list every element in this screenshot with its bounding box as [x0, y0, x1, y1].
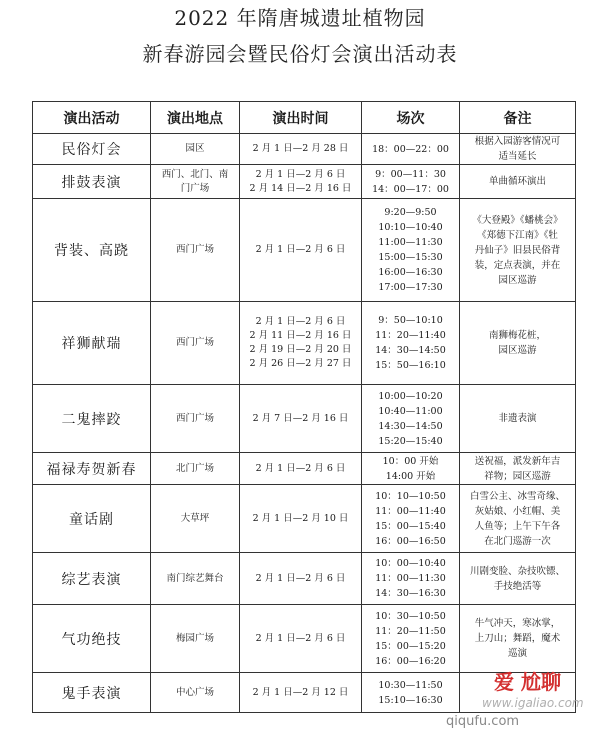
cell-sessions	[362, 553, 460, 605]
cell-sessions	[362, 134, 460, 165]
cell-remarks	[460, 302, 576, 385]
cell-venue	[151, 605, 240, 673]
cell-sessions-line: 10:30—11:50	[378, 679, 443, 691]
watermark-site: qiqufu.com	[446, 714, 520, 729]
cell-time	[240, 605, 362, 673]
cell-activity: 祥狮献瑞	[33, 302, 151, 385]
cell-venue-line: 西门广场	[175, 412, 214, 424]
cell-time	[240, 553, 362, 605]
table-row	[33, 453, 576, 485]
cell-sessions-line: 15：00—15:20	[375, 640, 446, 652]
cell-activity: 福禄寿贺新春	[33, 453, 151, 485]
cell-remarks	[460, 553, 576, 605]
cell-sessions-line: 9:20—9:50	[384, 207, 437, 218]
cell-venue-line: 南门综艺舞台	[166, 572, 224, 584]
cell-activity: 排鼓表演	[33, 165, 151, 199]
cell-venue-line: 大草坪	[180, 512, 210, 524]
cell-remarks-line: 祥物；园区巡游	[484, 470, 551, 482]
cell-venue-line: 中心广场	[175, 686, 214, 698]
cell-time-line: 2 月 1 日—2 月 6 日	[255, 632, 346, 644]
cell-sessions	[362, 302, 460, 385]
cell-sessions-line: 11：00—11:30	[375, 573, 446, 584]
cell-time-line: 2 月 1 日—2 月 6 日	[255, 316, 346, 327]
header-venue: 演出地点	[151, 102, 240, 134]
cell-remarks	[460, 485, 576, 553]
cell-time	[240, 673, 362, 713]
cell-time-line: 2 月 1 日—2 月 6 日	[255, 244, 346, 255]
cell-remarks-line: 装，定点表演，并在	[474, 259, 561, 271]
cell-sessions-line: 11：00—11:40	[375, 505, 446, 517]
cell-time-line: 2 月 1 日—2 月 10 日	[252, 512, 349, 524]
cell-remarks-line: 《大登殿》《蟠桃会》	[472, 214, 563, 226]
cell-sessions-line: 17:00—17:30	[378, 282, 443, 293]
cell-remarks-line: 手技绝活等	[493, 580, 542, 592]
cell-sessions-line: 14:00 开始	[385, 470, 436, 482]
table-header-row	[33, 102, 576, 134]
cell-venue	[151, 453, 240, 485]
cell-time-line: 2 月 26 日—2 月 27 日	[249, 358, 352, 369]
cell-sessions-line: 14:30—14:50	[378, 420, 443, 432]
cell-sessions	[362, 453, 460, 485]
cell-activity: 二鬼摔跤	[33, 385, 151, 453]
cell-remarks-line: 丹仙子》旧县民俗背	[474, 244, 561, 256]
cell-remarks	[460, 165, 576, 199]
cell-time-line: 2 月 11 日—2 月 16 日	[249, 330, 352, 341]
cell-sessions-line: 11:00—11:30	[378, 237, 443, 248]
cell-time-line: 2 月 1 日—2 月 6 日	[255, 462, 346, 474]
cell-sessions-line: 15：50—16:10	[375, 360, 446, 371]
cell-remarks-line: 上刀山；舞蹈，魔术	[474, 633, 561, 644]
cell-sessions-line: 15:10—16:30	[378, 694, 443, 706]
cell-remarks-line: 人鱼等；上午下午各	[474, 520, 561, 532]
table-row	[33, 199, 576, 302]
cell-sessions-line: 15:00—15:30	[378, 252, 443, 263]
cell-sessions-line: 16：00—16:20	[375, 655, 446, 667]
cell-sessions-line: 10:40—11:00	[378, 405, 443, 417]
cell-venue-line: 西门广场	[175, 337, 214, 348]
table-row	[33, 134, 576, 165]
cell-time	[240, 453, 362, 485]
cell-remarks-line: 南狮梅花桩，	[488, 330, 546, 341]
header-remarks: 备注	[460, 102, 576, 134]
cell-remarks	[460, 199, 576, 302]
table-body	[33, 134, 576, 713]
cell-time-line: 2 月 7 日—2 月 16 日	[252, 412, 349, 424]
cell-sessions-line: 10：10—10:50	[375, 490, 446, 502]
cell-remarks-line: 适当延长	[498, 151, 537, 162]
cell-sessions-line: 14：30—16:30	[375, 588, 446, 599]
cell-sessions-line: 11：20—11:40	[375, 330, 446, 341]
cell-time-line: 2 月 1 日—2 月 6 日	[255, 168, 346, 180]
cell-sessions	[362, 485, 460, 553]
schedule-table	[32, 101, 576, 713]
cell-remarks-line: 巡演	[507, 648, 527, 659]
cell-activity: 民俗灯会	[33, 134, 151, 165]
cell-sessions-line: 10：30—10:50	[375, 610, 446, 622]
cell-sessions-line: 10:10—10:40	[378, 222, 443, 233]
cell-venue	[151, 553, 240, 605]
table-row	[33, 165, 576, 199]
cell-time-line: 2 月 14 日—2 月 16 日	[249, 182, 352, 194]
table-row	[33, 485, 576, 553]
cell-time	[240, 165, 362, 199]
cell-sessions-line: 18：00—22：00	[372, 143, 449, 155]
header-sessions: 场次	[362, 102, 460, 134]
cell-sessions-line: 11：20—11:50	[375, 625, 446, 637]
cell-venue	[151, 165, 240, 199]
cell-venue-line: 园区	[185, 143, 205, 154]
cell-venue-line: 北门广场	[175, 462, 214, 474]
cell-venue-line: 梅园广场	[175, 632, 214, 644]
cell-remarks	[460, 453, 576, 485]
header-activity: 演出活动	[33, 102, 151, 134]
cell-sessions-line: 14：00—17：00	[372, 183, 449, 195]
cell-remarks-line: 非遗表演	[498, 413, 537, 424]
watermark-url: www.igaliao.com	[482, 696, 584, 710]
cell-time-line: 2 月 1 日—2 月 6 日	[255, 572, 346, 584]
watermark-brand: 爱 尬聊	[494, 670, 561, 694]
cell-remarks	[460, 385, 576, 453]
cell-time	[240, 199, 362, 302]
table-row	[33, 385, 576, 453]
cell-remarks-line: 白雪公主、冰雪奇缘、	[469, 490, 565, 502]
cell-sessions-line: 9：50—10:10	[378, 315, 443, 326]
cell-sessions	[362, 165, 460, 199]
cell-remarks-line: 灰姑娘、小红帽、美	[474, 505, 561, 517]
cell-activity: 童话剧	[33, 485, 151, 553]
cell-venue-line: 西门广场	[175, 244, 214, 255]
table-row	[33, 553, 576, 605]
cell-venue	[151, 485, 240, 553]
cell-sessions-line: 10：00 开始	[382, 455, 439, 467]
watermark	[444, 662, 594, 732]
cell-remarks-line: 在北门巡游一次	[484, 535, 551, 547]
cell-sessions	[362, 199, 460, 302]
cell-activity: 综艺表演	[33, 553, 151, 605]
cell-venue-line: 西门、北门、南	[161, 168, 229, 180]
cell-time	[240, 485, 362, 553]
cell-activity: 背装、高跷	[33, 199, 151, 302]
cell-time-line: 2 月 1 日—2 月 12 日	[252, 686, 349, 698]
cell-remarks-line: 根据入园游客情况可	[474, 136, 561, 147]
cell-time	[240, 385, 362, 453]
cell-sessions-line: 14：30—14:50	[375, 345, 446, 356]
cell-sessions-line: 15:20—15:40	[378, 435, 443, 447]
cell-sessions	[362, 385, 460, 453]
table-row	[33, 302, 576, 385]
cell-remarks	[460, 134, 576, 165]
cell-sessions-line: 10:00—10:20	[378, 390, 443, 402]
cell-venue	[151, 673, 240, 713]
cell-venue-line: 门广场	[180, 182, 210, 194]
cell-time-line: 2 月 19 日—2 月 20 日	[249, 344, 352, 355]
cell-sessions-line: 15：00—15:40	[375, 520, 446, 532]
page-title-line2: 新春游园会暨民俗灯会演出活动表	[142, 42, 458, 66]
cell-remarks-line: 送祝福，派发新年吉	[474, 455, 561, 467]
page-title-line1: 2022 年隋唐城遗址植物园	[174, 6, 426, 30]
cell-remarks-line: 《郑德下江南》《牡	[477, 229, 558, 241]
cell-venue	[151, 134, 240, 165]
cell-sessions-line: 16：00—16:50	[375, 535, 446, 547]
cell-time-line: 2 月 1 日—2 月 28 日	[252, 143, 349, 154]
cell-time	[240, 134, 362, 165]
cell-sessions-line: 9：00—11：30	[375, 168, 446, 180]
cell-remarks-line: 园区巡游	[498, 274, 537, 286]
cell-sessions-line: 16:00—16:30	[378, 267, 443, 278]
cell-sessions-line: 10：00—10:40	[375, 558, 446, 569]
cell-activity: 鬼手表演	[33, 673, 151, 713]
cell-remarks-line: 园区巡游	[498, 345, 537, 356]
cell-venue	[151, 385, 240, 453]
cell-venue	[151, 199, 240, 302]
cell-remarks-line: 川剧变脸、杂技吹镖、	[469, 565, 565, 577]
cell-time	[240, 302, 362, 385]
header-time: 演出时间	[240, 102, 362, 134]
cell-remarks-line: 牛气冲天，寒冰掌，	[474, 618, 561, 629]
cell-remarks-line: 单曲循环演出	[488, 176, 546, 187]
cell-activity: 气功绝技	[33, 605, 151, 673]
cell-venue	[151, 302, 240, 385]
